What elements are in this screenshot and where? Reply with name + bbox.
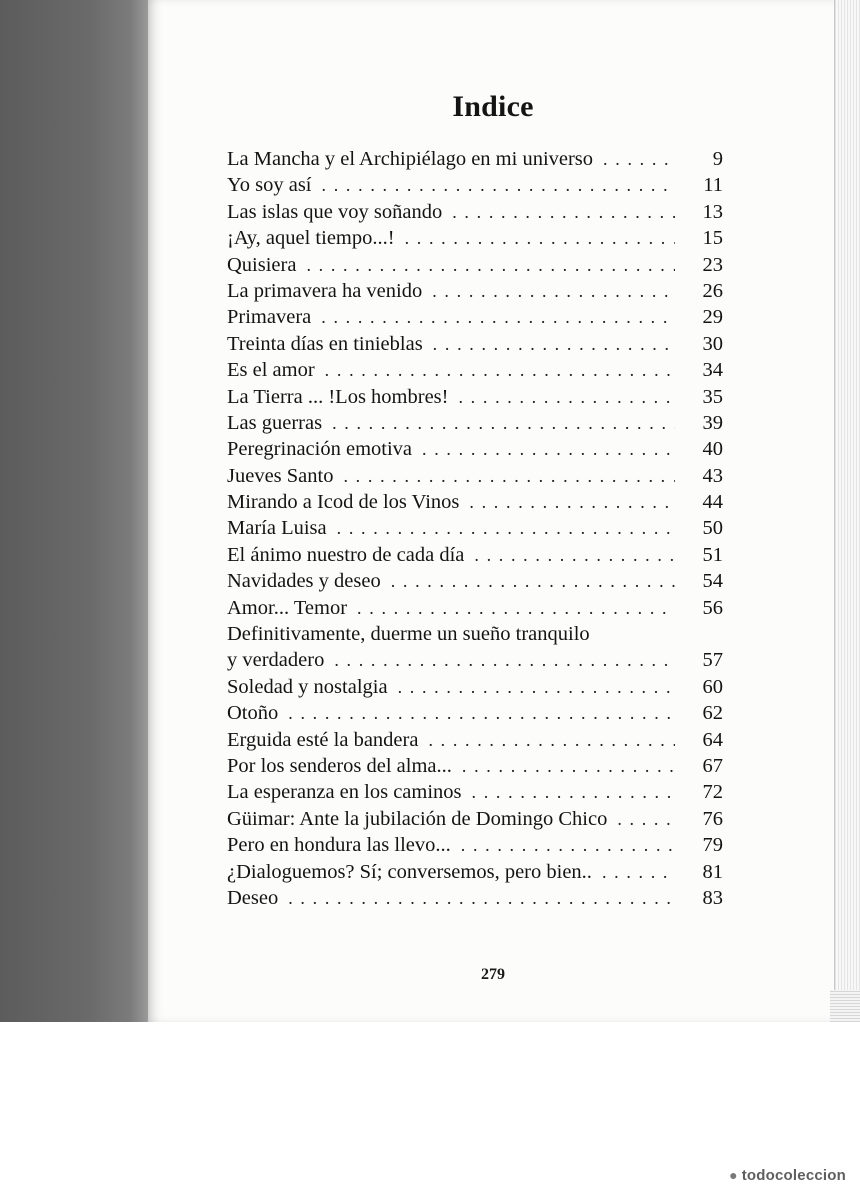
toc-entry-page: 15 (702, 227, 723, 250)
toc-entry-page: 79 (702, 834, 723, 857)
toc-entry (227, 647, 723, 673)
toc-entry (227, 727, 723, 753)
page-stack-edge (834, 0, 860, 1022)
toc-entry (227, 595, 723, 621)
toc-entry-page: 60 (702, 675, 723, 698)
toc-entry-page: 72 (702, 781, 723, 804)
toc-entry-title: Las islas que voy soñando (227, 200, 443, 223)
toc-entry (227, 331, 723, 357)
dot-leader (602, 859, 675, 885)
dot-leader (432, 278, 675, 304)
dot-leader (288, 700, 675, 726)
toc-entry (227, 542, 723, 568)
dot-leader (325, 357, 675, 383)
dot-leader (422, 436, 675, 462)
page-stack-corner (830, 990, 860, 1022)
page-title: Indice (452, 90, 534, 123)
toc-entry-title: Güimar: Ante la jubilación de Domingo Chico (227, 807, 608, 830)
toc-entry-page: 43 (702, 464, 723, 487)
toc-entry-page: 56 (702, 596, 723, 619)
toc-entry (227, 463, 723, 489)
toc-entry-page: 23 (702, 253, 723, 276)
toc-entry (227, 410, 723, 436)
toc-entry (227, 885, 723, 911)
toc-entry-page: 67 (702, 754, 723, 777)
toc-entry-page: 40 (702, 438, 723, 461)
toc-entry (227, 568, 723, 594)
toc-entry-title: Primavera (227, 306, 312, 329)
toc-entry-title: Mirando a Icod de los Vinos (227, 491, 460, 514)
toc-entry-page: 29 (702, 306, 723, 329)
toc-entry (227, 832, 723, 858)
dot-leader (398, 674, 675, 700)
toc-entry-title: y verdadero (227, 649, 325, 672)
toc-entry (227, 515, 723, 541)
toc-entry (227, 753, 723, 779)
dot-leader (462, 753, 675, 779)
toc-entry (227, 278, 723, 304)
toc-entry-title: Peregrinación emotiva (227, 438, 413, 461)
toc-entry-page: 39 (702, 411, 723, 434)
dot-leader (337, 515, 675, 541)
toc-entry (227, 384, 723, 410)
dot-leader (617, 806, 675, 832)
dot-leader (472, 779, 675, 805)
toc-entry-title: Erguida esté la bandera (227, 728, 419, 751)
page-number: 279 (481, 966, 505, 983)
dot-leader (461, 832, 675, 858)
toc-entry (227, 806, 723, 832)
toc-entry (227, 700, 723, 726)
toc-entry (227, 172, 723, 198)
toc-entry-page: 44 (702, 491, 723, 514)
toc-entry-page: 30 (702, 332, 723, 355)
toc-entry-title: Las guerras (227, 411, 323, 434)
toc-entry-page: 54 (702, 570, 723, 593)
toc-entry-title: Por los senderos del alma... (227, 754, 452, 777)
dot-leader (433, 331, 675, 357)
toc-entry-page: 51 (702, 543, 723, 566)
toc-entry (227, 674, 723, 700)
toc-entry-title: ¡Ay, aquel tiempo...! (227, 227, 395, 250)
toc-entry-title: Deseo (227, 886, 279, 909)
toc-entry-page: 76 (702, 807, 723, 830)
dot-leader (357, 595, 675, 621)
toc-entry-page: 9 (712, 148, 723, 170)
toc-entry-page: 62 (702, 702, 723, 725)
toc-entry-title: Jueves Santo (227, 464, 334, 487)
toc-entry (227, 436, 723, 462)
toc-entry-page: 34 (702, 359, 723, 382)
dot-leader (343, 463, 675, 489)
toc-entry-title: Treinta días en tinieblas (227, 332, 423, 355)
toc-entry (227, 304, 723, 330)
watermark (729, 1167, 846, 1184)
toc-entry-page: 83 (702, 886, 723, 909)
previous-page-edge (0, 0, 148, 1022)
toc-entry-page: 50 (702, 517, 723, 540)
toc-entry-title: Es el amor (227, 359, 315, 382)
toc-entry (227, 621, 723, 647)
toc-entry (227, 489, 723, 515)
dot-leader (603, 146, 675, 172)
dot-leader (288, 885, 675, 911)
watermark-logo: ● (729, 1167, 738, 1183)
dot-leader (405, 225, 675, 251)
toc-entry (227, 199, 723, 225)
toc-entry-page: 13 (702, 200, 723, 223)
dot-leader (322, 172, 675, 198)
toc-entry-title: La primavera ha venido (227, 279, 423, 302)
toc-entry-page: 81 (702, 860, 723, 883)
watermark-text: todocoleccion (741, 1167, 846, 1184)
dot-leader (321, 304, 675, 330)
toc-entry-title: El ánimo nuestro de cada día (227, 543, 465, 566)
toc-entry-title: Soledad y nostalgia (227, 675, 388, 698)
dot-leader (452, 199, 675, 225)
toc-entry-title: María Luisa (227, 517, 327, 540)
dot-leader (306, 252, 675, 278)
toc-entry-title: Quisiera (227, 253, 297, 276)
toc-entry-title: Navidades y deseo (227, 570, 381, 593)
dot-leader (391, 568, 675, 594)
toc-entry (227, 859, 723, 885)
toc-entry-title: ¿Dialoguemos? Sí; conversemos, pero bien.. (227, 860, 592, 883)
toc-entry-page: 64 (702, 728, 723, 751)
toc-entry-title: Yo soy así (227, 174, 312, 197)
toc-entry-title: Definitivamente, duerme un sueño tranquilo (227, 623, 590, 646)
toc-entry-title: Pero en hondura las llevo... (227, 834, 451, 857)
dot-leader (332, 410, 675, 436)
dot-leader (469, 489, 675, 515)
toc-entry-title: Amor... Temor (227, 596, 348, 619)
toc-entry (227, 357, 723, 383)
toc-entry-title: La Tierra ... !Los hombres! (227, 385, 449, 408)
dot-leader (428, 727, 675, 753)
toc-entry-page: 57 (702, 649, 723, 672)
toc-entry-page: 35 (702, 385, 723, 408)
toc-entry-title: La Mancha y el Archipiélago en mi universo (227, 148, 594, 170)
toc-entry-title: Otoño (227, 702, 279, 725)
toc-entry (227, 146, 723, 172)
toc-entry-page: 11 (703, 174, 723, 197)
dot-leader (334, 647, 675, 673)
toc-entry-title: La esperanza en los caminos (227, 781, 462, 804)
toc-entry-page: 26 (702, 279, 723, 302)
dot-leader (458, 384, 675, 410)
toc-entry (227, 779, 723, 805)
toc-entry (227, 252, 723, 278)
table-of-contents (227, 146, 723, 911)
dot-leader (474, 542, 675, 568)
toc-entry (227, 225, 723, 251)
